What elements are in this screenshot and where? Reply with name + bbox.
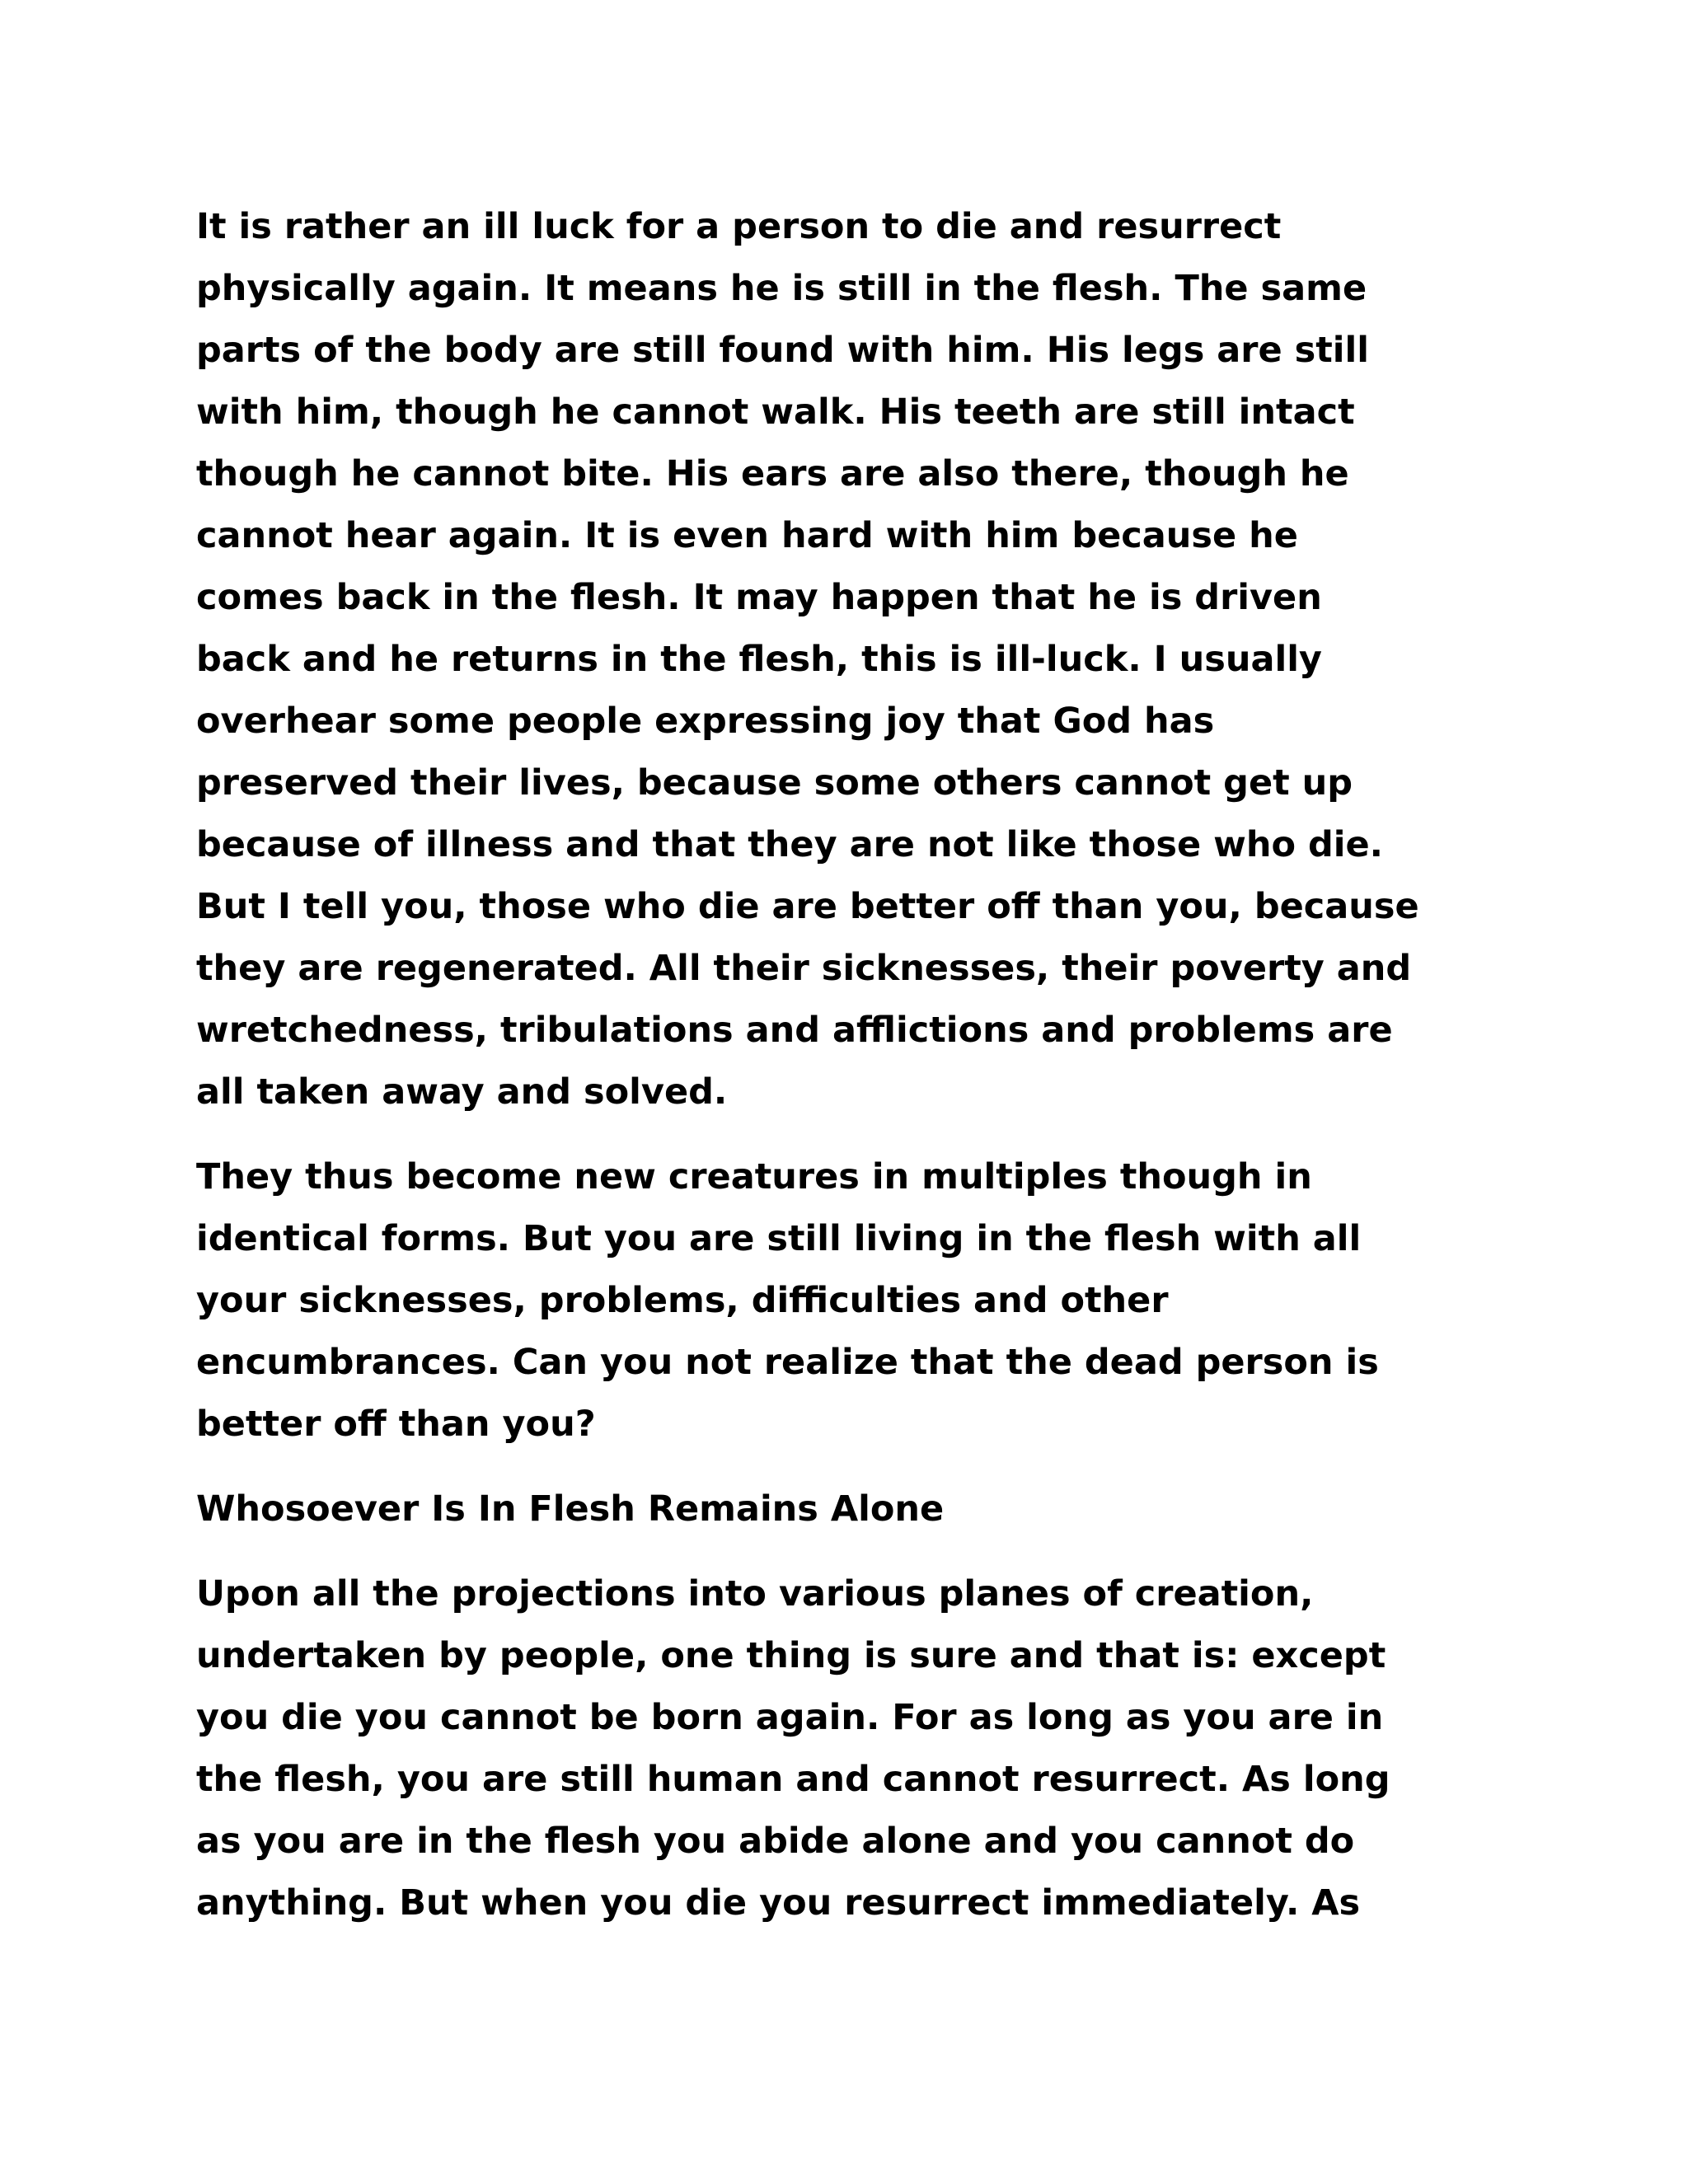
document-page: [196, 196, 1498, 1957]
text-line: with him, though he cannot walk. His teeth are still intact: [196, 391, 1355, 433]
text-line: though he cannot bite. His ears are also there, though he: [196, 453, 1349, 494]
text-line: all taken away and solved.: [196, 1071, 728, 1113]
text-line: encumbrances. Can you not realize that the dead person is: [196, 1342, 1379, 1383]
text-line: better off than you?: [196, 1404, 596, 1445]
text-line: parts of the body are still found with him. His legs are still: [196, 330, 1369, 371]
text-line: you die you cannot be born again. For as long as you are in: [196, 1697, 1384, 1738]
text-line: Upon all the projections into various planes of creation,: [196, 1573, 1314, 1615]
section-heading: Whosoever Is In Flesh Remains Alone: [196, 1488, 945, 1530]
text-line: wretchedness, tribulations and afflictions and problems are: [196, 1010, 1393, 1051]
text-line: back and he returns in the flesh, this is ill-luck. I usually: [196, 639, 1322, 680]
text-line: comes back in the flesh. It may happen that he is driven: [196, 577, 1322, 618]
text-line: as you are in the flesh you abide alone and you cannot do: [196, 1821, 1355, 1862]
paragraph-1: [196, 196, 1498, 1123]
text-line: anything. But when you die you resurrect immediately. As: [196, 1882, 1361, 1924]
text-line: undertaken by people, one thing is sure and that is: except: [196, 1635, 1386, 1676]
text-line: your sicknesses, problems, difficulties and other: [196, 1280, 1169, 1321]
text-line: identical forms. But you are still living in the flesh with all: [196, 1218, 1362, 1259]
text-line: they are regenerated. All their sicknesses, their poverty and: [196, 948, 1412, 989]
paragraph-2: [196, 1146, 1498, 1455]
text-line: They thus become new creatures in multiples though in: [196, 1156, 1312, 1197]
paragraph-3: [196, 1563, 1498, 1934]
text-line: because of illness and that they are not like those who die.: [196, 824, 1383, 865]
text-line: But I tell you, those who die are better off than you, because: [196, 886, 1419, 927]
text-line: preserved their lives, because some others cannot get up: [196, 762, 1353, 804]
text-line: cannot hear again. It is even hard with him because he: [196, 515, 1298, 556]
text-line: the flesh, you are still human and cannot resurrect. As long: [196, 1759, 1390, 1800]
text-line: overhear some people expressing joy that God has: [196, 701, 1215, 742]
text-line: physically again. It means he is still in the flesh. The same: [196, 268, 1367, 309]
text-line: It is rather an ill luck for a person to die and resurrect: [196, 206, 1282, 247]
